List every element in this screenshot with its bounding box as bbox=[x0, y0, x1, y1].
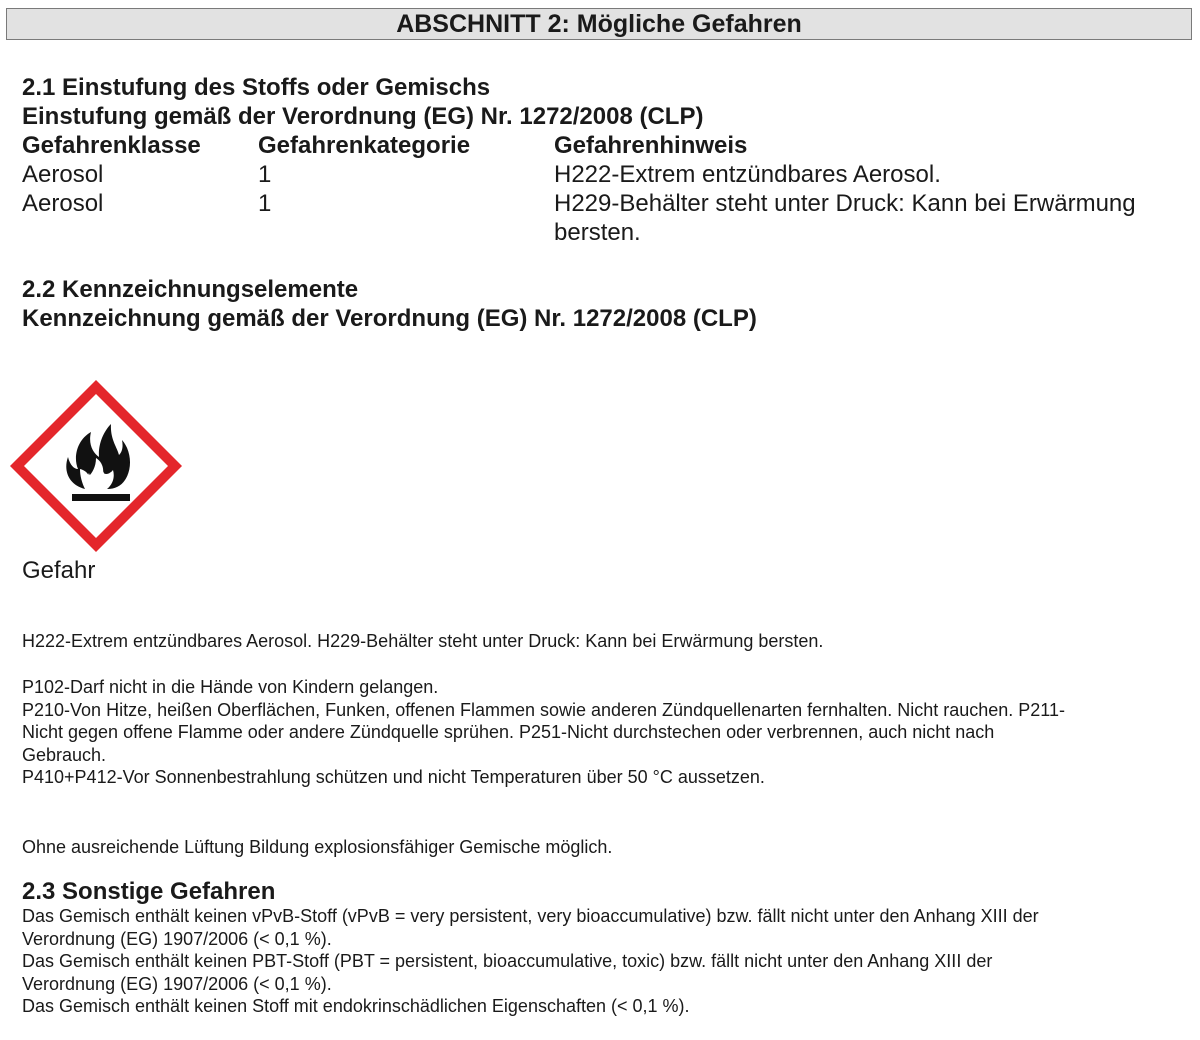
other-hazards bbox=[22, 905, 1182, 1018]
other-hazards-line: Verordnung (EG) 1907/2006 (< 0,1 %). bbox=[22, 928, 332, 949]
section-title-bar bbox=[6, 8, 1192, 40]
heading-2-2: 2.2 Kennzeichnungselemente bbox=[22, 276, 359, 303]
signal-word: Gefahr bbox=[22, 557, 96, 584]
heading-2-1: 2.1 Einstufung des Stoffs oder Gemischs bbox=[22, 74, 491, 101]
supplemental-text: Ohne ausreichende Lüftung Bildung explosionsfähiger Gemische möglich. bbox=[22, 837, 613, 857]
table-cell-class: Aerosol bbox=[22, 161, 104, 188]
table-cell-class: Aerosol bbox=[22, 190, 104, 217]
subheading-2-2: Kennzeichnung gemäß der Verordnung (EG) Nr. 1272/2008 (CLP) bbox=[22, 305, 757, 332]
precautionary-line: P210-Von Hitze, heißen Oberflächen, Funken, offenen Flammen sowie anderen Zündquellenarten fernhalten. Nicht rauchen. P211- bbox=[22, 699, 1065, 720]
hazard-statements-text: H222-Extrem entzündbares Aerosol. H229-Behälter steht unter Druck: Kann bei Erwärmung bersten. bbox=[22, 631, 824, 651]
table-cell-statement: H222-Extrem entzündbares Aerosol. bbox=[554, 161, 941, 188]
section-title: ABSCHNITT 2: Mögliche Gefahren bbox=[396, 10, 802, 38]
table-cell-category: 1 bbox=[258, 190, 272, 217]
table-cell-statement: H229-Behälter steht unter Druck: Kann bei Erwärmung bbox=[554, 190, 1136, 217]
table-cell-statement-continued: bersten. bbox=[554, 219, 641, 246]
table-cell-category: 1 bbox=[258, 161, 272, 188]
precautionary-line: Gebrauch. bbox=[22, 744, 107, 765]
other-hazards-line: Das Gemisch enthält keinen Stoff mit endokrinschädlichen Eigenschaften (< 0,1 %). bbox=[22, 996, 690, 1017]
table-header-statement: Gefahrenhinweis bbox=[554, 132, 748, 159]
precautionary-line: Nicht gegen offene Flamme oder andere Zündquelle sprühen. P251-Nicht durchstechen oder verbrennen, auch nicht nach bbox=[22, 722, 995, 743]
hazard-statements bbox=[22, 630, 1182, 653]
precautionary-statements bbox=[22, 676, 1182, 789]
subheading-2-1: Einstufung gemäß der Verordnung (EG) Nr. 1272/2008 (CLP) bbox=[22, 103, 704, 130]
heading-2-3: 2.3 Sonstige Gefahren bbox=[22, 878, 276, 905]
table-header-category: Gefahrenkategorie bbox=[258, 132, 471, 159]
precautionary-line: P102-Darf nicht in die Hände von Kindern gelangen. bbox=[22, 677, 439, 697]
precautionary-line: P410+P412-Vor Sonnenbestrahlung schützen und nicht Temperaturen über 50 °C aussetzen. bbox=[22, 767, 765, 788]
supplemental-info bbox=[22, 836, 1182, 859]
other-hazards-line: Das Gemisch enthält keinen PBT-Stoff (PBT = persistent, bioaccumulative, toxic) bzw. fällt nicht unter den Anhang XIII der bbox=[22, 951, 993, 972]
other-hazards-line: Verordnung (EG) 1907/2006 (< 0,1 %). bbox=[22, 973, 332, 994]
flammable-flame-icon bbox=[7, 377, 185, 555]
other-hazards-line: Das Gemisch enthält keinen vPvB-Stoff (vPvB = very persistent, very bioaccumulative) bzw. fällt nicht unter den Anhang XIII der bbox=[22, 906, 1039, 926]
table-header-class: Gefahrenklasse bbox=[22, 132, 201, 159]
